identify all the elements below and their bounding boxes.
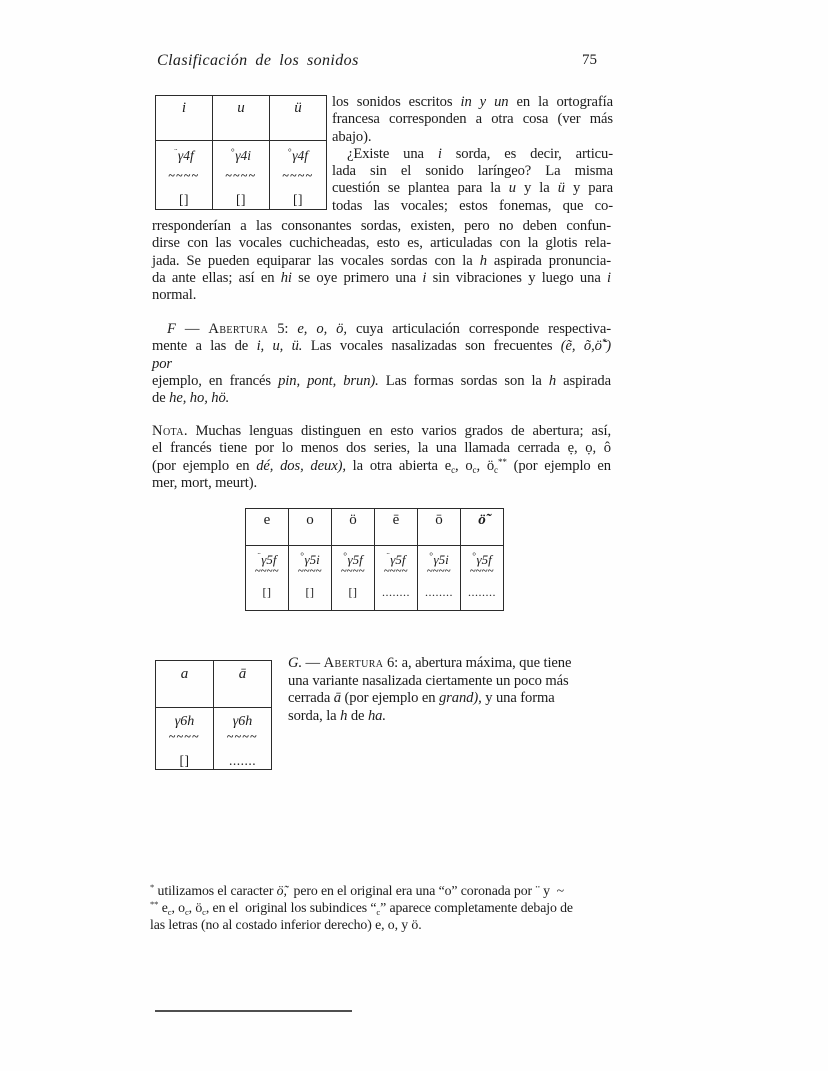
paragraph-intro-right-column: [332, 94, 613, 215]
paragraph-sordas: [152, 218, 611, 304]
phonetic-formula: °γ5i: [300, 552, 320, 567]
voice-brackets: []: [262, 585, 272, 599]
table-formula-cell: [332, 546, 375, 611]
vowel-table-abertura-4: [155, 95, 327, 210]
expiration-wavy-line: ~~~~: [227, 729, 258, 743]
expiration-wavy-line: ~~~~: [255, 566, 279, 577]
voice-brackets: []: [293, 192, 303, 207]
table-formula-cell: [214, 708, 272, 770]
nasal-dotted-line: ........: [468, 585, 496, 599]
footnote-line: ** $e_c$, $o_c$, $ö_c$, en el original los subindices “$_c$” aparece completamente debajo de: [150, 898, 573, 917]
voice-brackets: []: [348, 585, 358, 599]
text-line: mer, mort, meurt).: [152, 474, 258, 491]
table-header-cell: i: [156, 96, 213, 141]
text-line: jada. Se pueden equiparar las vocales sordas con la h aspirada pronuncia-: [152, 252, 611, 269]
text-line: de he, ho, hö.: [152, 390, 230, 407]
phonetic-formula: °γ4f: [287, 148, 309, 163]
table-formula-cell: [418, 546, 461, 611]
text-line: abajo).: [332, 128, 372, 145]
expiration-wavy-line: ~~~~: [384, 566, 408, 577]
text-line: una variante nasalizada ciertamente un poco más: [288, 672, 569, 689]
paragraph-abertura-6: [288, 655, 610, 725]
text-line: normal.: [152, 287, 197, 304]
vowel-table-abertura-6: [155, 660, 272, 770]
footnotes: [150, 883, 690, 933]
table-header-cell: a: [156, 661, 214, 708]
phonetic-formula: ¨γ5f: [257, 552, 277, 567]
paragraph-nota: [152, 423, 611, 492]
table-header-row: [156, 96, 327, 141]
text-line: rresponderían a las consonantes sordas, existen, pero no deben confun-: [152, 218, 611, 234]
voice-brackets: []: [179, 192, 189, 207]
text-line: G. — Abertura 6: a, abertura máxima, que tiene: [288, 655, 572, 671]
text-line: (por ejemplo en dé, dos, deux), la otra abierta $e_c$, $o_c$, $ö_c^{**}$ (por ejemplo en: [152, 456, 611, 475]
table-header-cell: ē: [375, 509, 418, 546]
table-header-cell: u: [213, 96, 270, 141]
table-header-cell: ö̃: [461, 509, 504, 546]
phonetic-formula: °γ4i: [230, 148, 252, 163]
phonetic-formula: γ6h: [174, 714, 195, 729]
table-formula-cell: [213, 141, 270, 210]
expiration-wavy-line: ~~~~: [168, 168, 200, 182]
text-line: lada sin el sonido laríngeo? La misma: [332, 163, 613, 180]
voice-brackets: []: [236, 192, 246, 207]
text-line: el francés tiene por lo menos dos series, la una llamada cerrada ẹ, ọ, ô: [152, 440, 611, 457]
phonetic-formula: γ6h: [232, 714, 253, 729]
table-formula-cell: [461, 546, 504, 611]
expiration-wavy-line: ~~~~: [225, 168, 257, 182]
table-formula-cell: [289, 546, 332, 611]
running-header: [157, 52, 597, 70]
voice-brackets: []: [305, 585, 315, 599]
expiration-wavy-line: ~~~~: [282, 168, 314, 182]
table-header-cell: ō: [418, 509, 461, 546]
nasal-dotted-line: ........: [382, 585, 410, 599]
text-line: sorda, la h de ha.: [288, 707, 386, 724]
text-line: los sonidos escritos in y un en la ortografía: [332, 94, 613, 110]
footnote-line: las letras (no al costado inferior derecho) e, o, y ö.: [150, 916, 422, 932]
expiration-wavy-line: ~~~~: [427, 566, 451, 577]
vowel-table-abertura-5: [245, 508, 504, 611]
text-line: ejemplo, en francés pin, pont, brun). Las formas sordas son la h aspirada: [152, 372, 611, 389]
table-formula-cell: [156, 708, 214, 770]
table-header-cell: ö: [332, 509, 375, 546]
text-line: francesa corresponden a otra cosa (ver más: [332, 111, 613, 128]
table-body-row: [246, 546, 504, 611]
page-title: Clasificación de los sonidos: [157, 52, 359, 69]
text-line: cuestión se plantea para la u y la ü y para: [332, 180, 613, 197]
table-header-row: [246, 509, 504, 546]
expiration-wavy-line: ~~~~: [169, 729, 200, 743]
expiration-wavy-line: ~~~~: [298, 566, 322, 577]
phonetic-formula: ¨γ5f: [386, 552, 406, 567]
table-header-cell: e: [246, 509, 289, 546]
phonetic-formula: °γ5i: [429, 552, 449, 567]
table-body-row: [156, 141, 327, 210]
text-line: por: [152, 355, 172, 372]
paragraph-abertura-5: [152, 321, 611, 407]
table-header-cell: ā: [214, 661, 272, 708]
nasal-dotted-line: ........: [425, 585, 453, 599]
bottom-rule: [155, 1010, 352, 1012]
table-header-row: [156, 661, 272, 708]
text-line: da ante ellas; así en hi se oye primero una i sin vibraciones y luego una i: [152, 269, 611, 286]
text-line: cerrada ā (por ejemplo en grand), y una forma: [288, 690, 555, 706]
expiration-wavy-line: ~~~~: [470, 566, 494, 577]
voice-brackets: []: [179, 753, 190, 768]
text-line: todas las vocales; estos fonemas, que co-: [332, 197, 613, 214]
table-formula-cell: [375, 546, 418, 611]
expiration-wavy-line: ~~~~: [341, 566, 365, 577]
phonetic-formula: °γ5f: [343, 552, 363, 567]
text-line: dirse con las vocales cuchicheadas, esto es, articuladas con la glotis rela-: [152, 235, 611, 252]
text-line: Nota. Muchas lenguas distinguen en esto varios grados de abertura; así,: [152, 423, 611, 439]
text-line: ¿Existe una i sorda, es decir, articu-: [347, 145, 614, 162]
table-header-cell: o: [289, 509, 332, 546]
table-formula-cell: [156, 141, 213, 210]
table-body-row: [156, 708, 272, 770]
phonetic-formula: °γ5f: [472, 552, 492, 567]
footnote-line: * utilizamos el caracter ö̃, pero en el original era una “o” coronada por ¨ y ~: [150, 882, 565, 898]
phonetic-formula: ¨γ4f: [174, 148, 194, 163]
table-formula-cell: [246, 546, 289, 611]
text-line: F — Abertura 5: e, o, ö, cuya articulación corresponde respectiva-: [167, 321, 611, 337]
table-header-cell: ü: [270, 96, 327, 141]
text-line: mente a las de i, u, ü. Las vocales nasalizadas son frecuentes (ẽ, õ,ö̃*): [152, 337, 612, 355]
page-number: 75: [582, 52, 597, 68]
table-formula-cell: [270, 141, 327, 210]
nasal-dotted-line: .......: [228, 753, 257, 768]
